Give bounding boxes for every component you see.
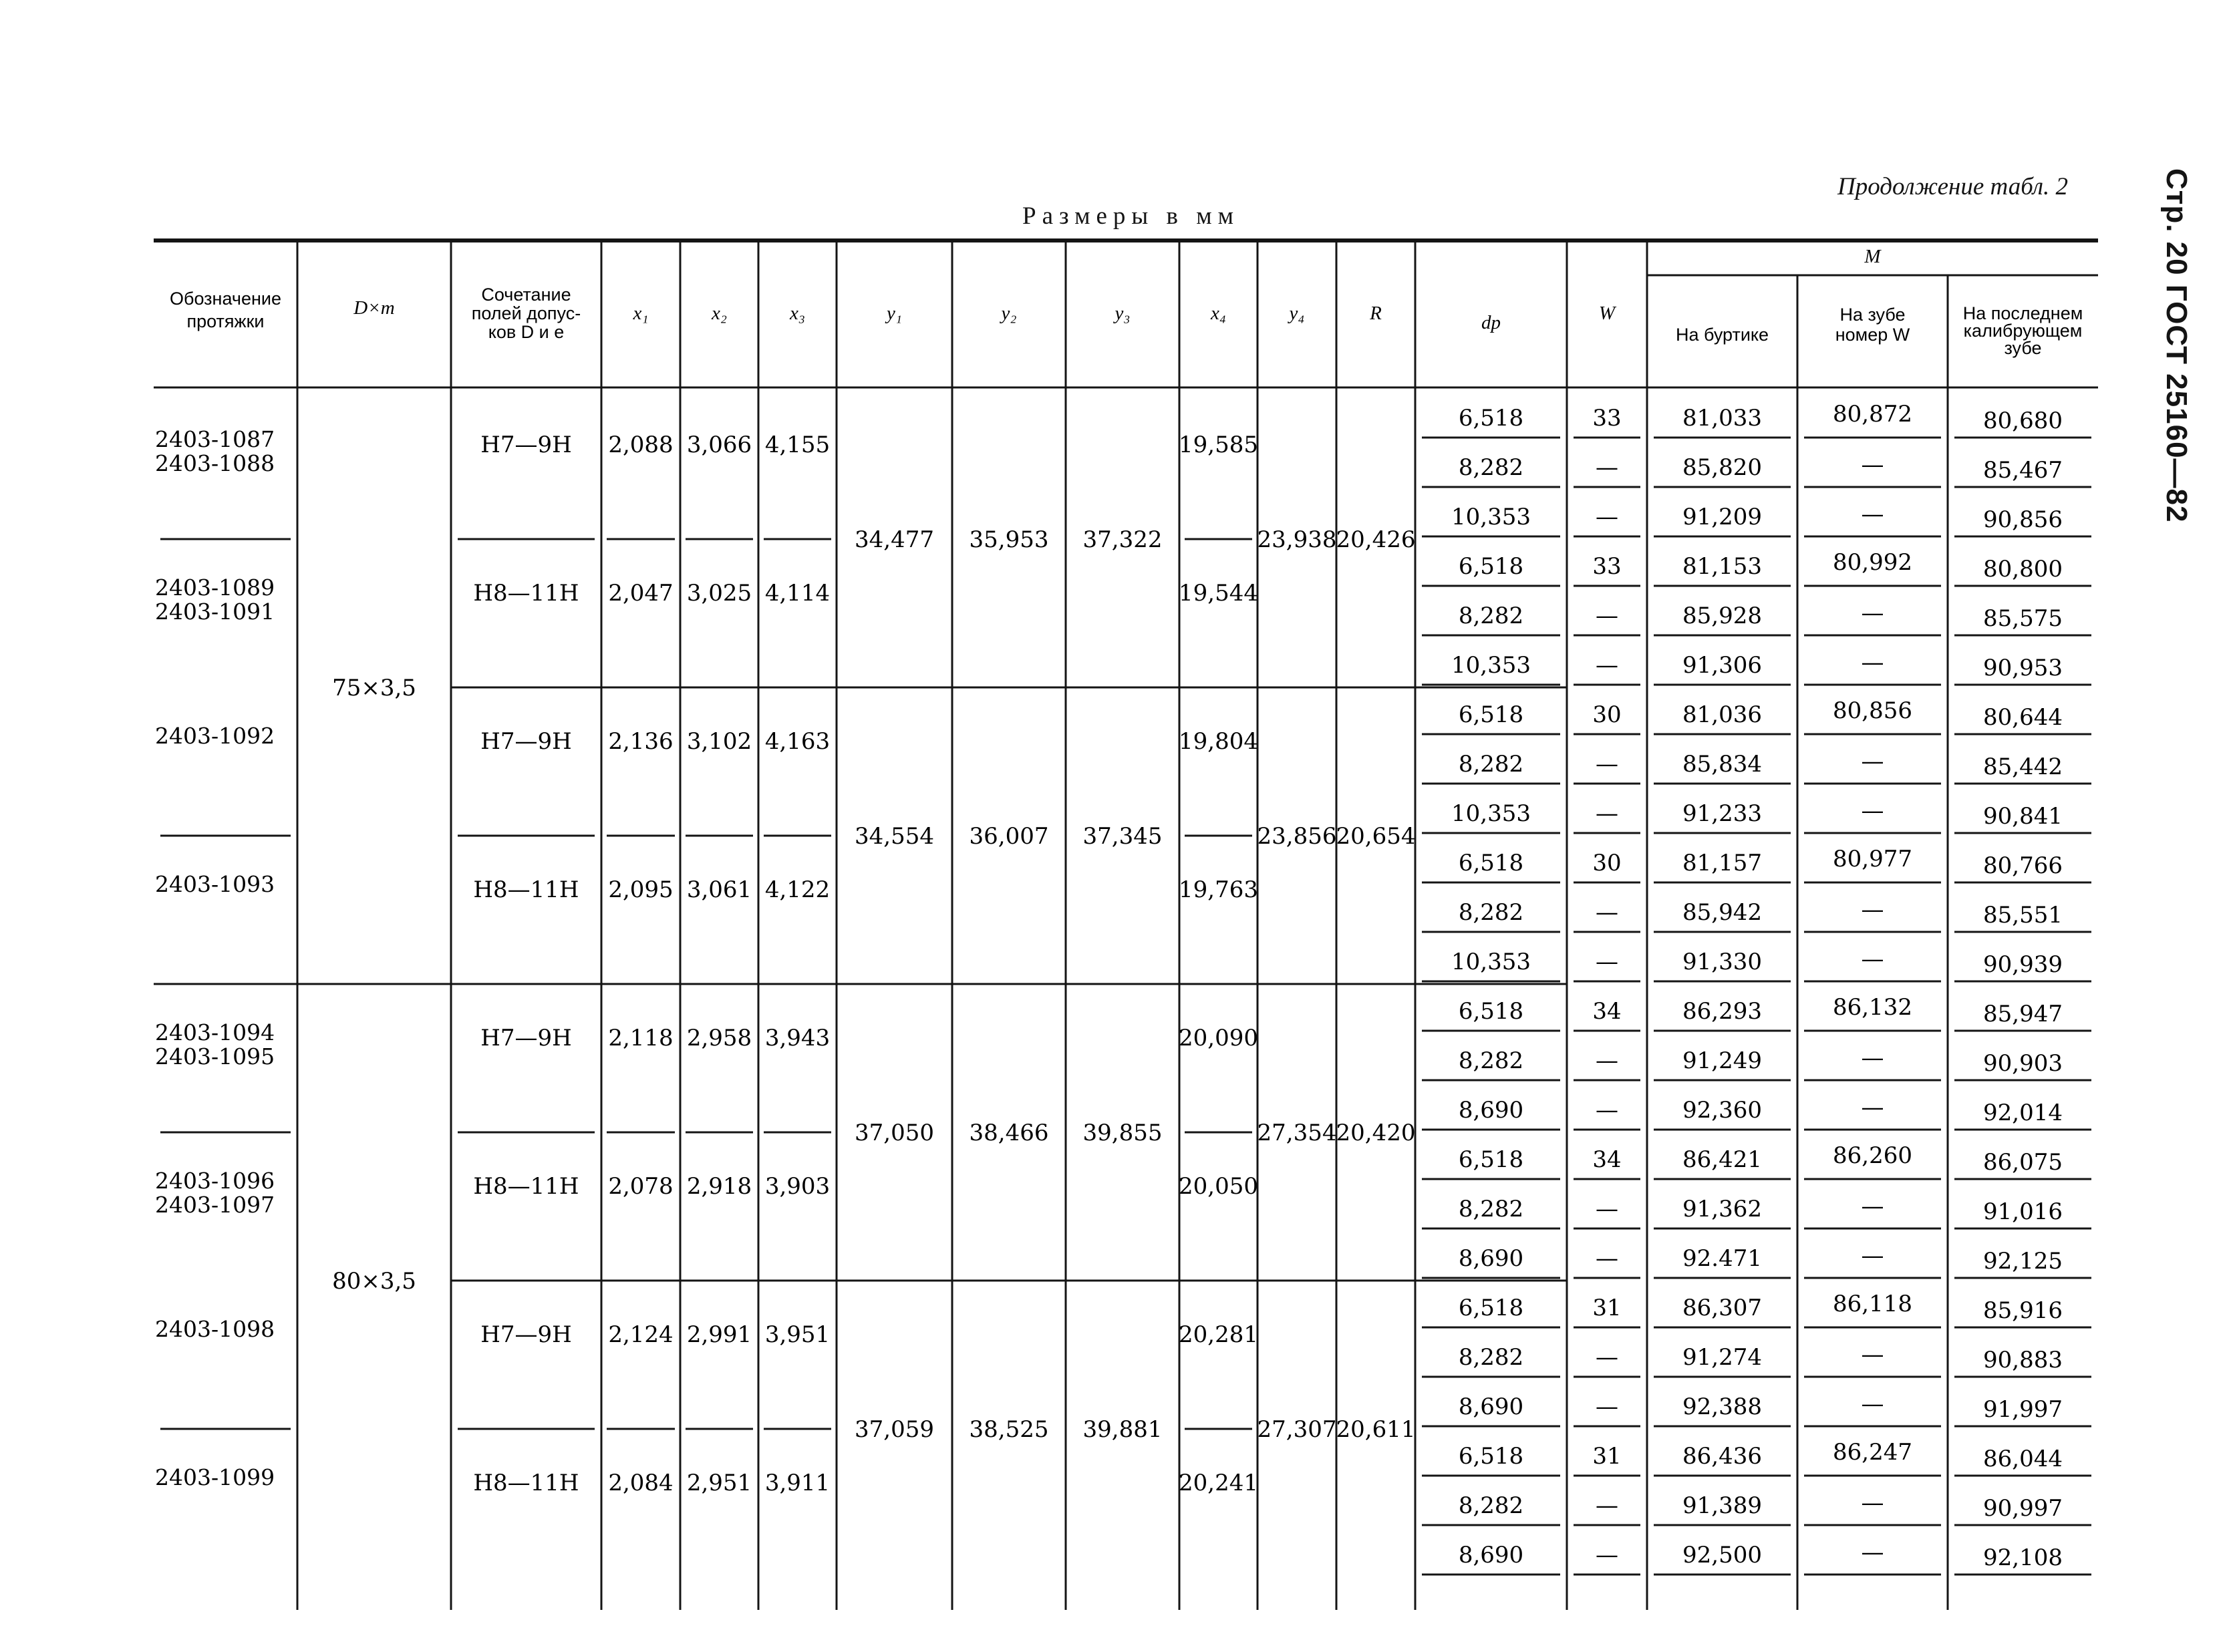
value-x4: 19,544: [1179, 580, 1258, 607]
designation-label: 2403-1099: [155, 1464, 275, 1490]
header-x3: x₃: [790, 303, 805, 324]
value-dp: 6,518: [1458, 850, 1524, 876]
value-m-tooth: —: [1861, 1243, 1884, 1269]
units-caption: Размеры в мм: [1022, 202, 1240, 230]
value-y4: 27,354: [1257, 1120, 1337, 1146]
value-x2: 2,951: [686, 1470, 752, 1496]
value-x1: 2,084: [608, 1470, 674, 1496]
value-x2: 3,066: [686, 432, 752, 458]
value-m-tooth: 80,992: [1833, 549, 1912, 576]
header-dp: dp: [1481, 312, 1501, 333]
value-w: —: [1596, 899, 1618, 926]
value-m-last: 90,903: [1983, 1050, 2063, 1077]
value-m-collar: 85,928: [1682, 603, 1762, 629]
value-m-tooth: —: [1861, 1490, 1884, 1516]
value-m-last: 91,997: [1983, 1396, 2063, 1423]
header-x4: x₄: [1211, 303, 1226, 324]
value-dp: 6,518: [1458, 553, 1524, 580]
value-x1: 2,136: [608, 728, 674, 755]
value-m-collar: 91,330: [1682, 949, 1762, 975]
value-m-collar: 91,233: [1682, 800, 1762, 827]
header-m: M: [1864, 246, 1881, 267]
value-m-collar: 92,388: [1682, 1393, 1762, 1420]
value-m-tooth: —: [1861, 501, 1884, 528]
value-w: —: [1596, 603, 1618, 629]
value-w: 31: [1592, 1443, 1622, 1470]
value-dp: 6,518: [1458, 1146, 1524, 1173]
value-y2: 35,953: [969, 526, 1049, 553]
value-m-collar: 92,360: [1682, 1097, 1762, 1124]
value-m-collar: 92,500: [1682, 1542, 1762, 1568]
value-y3: 37,322: [1082, 526, 1163, 553]
value-x2: 3,061: [686, 876, 752, 903]
value-y4: 23,856: [1257, 823, 1337, 850]
value-m-collar: 86,421: [1682, 1146, 1762, 1173]
value-m-tooth: —: [1861, 896, 1884, 923]
value-x4: 19,763: [1179, 876, 1258, 903]
header-designation: протяжки: [186, 311, 265, 331]
value-x2: 2,991: [686, 1321, 752, 1348]
value-x4: 20,281: [1179, 1321, 1258, 1348]
header-x1: x₁: [633, 303, 649, 324]
value-m-collar: 86,436: [1682, 1443, 1762, 1470]
value-x1: 2,118: [608, 1025, 674, 1051]
header-y4: y₄: [1289, 303, 1305, 324]
value-dp: 8,282: [1458, 1047, 1524, 1074]
value-y2: 38,525: [969, 1416, 1049, 1443]
value-fit: H7—9H: [480, 728, 572, 755]
designation-label: 2403-1096: [155, 1168, 275, 1194]
value-w: 34: [1592, 1146, 1622, 1173]
value-m-collar: 81,033: [1682, 405, 1762, 432]
value-dp: 8,690: [1458, 1542, 1524, 1568]
value-dp: 10,353: [1451, 652, 1531, 679]
value-w: —: [1596, 1542, 1618, 1568]
value-m-collar: 86,293: [1682, 998, 1762, 1025]
value-m-collar: 85,942: [1682, 899, 1762, 926]
value-y3: 39,881: [1082, 1416, 1163, 1443]
value-m-last: 90,883: [1983, 1347, 2063, 1373]
value-dp: 8,282: [1458, 751, 1524, 778]
value-x4: 20,241: [1179, 1470, 1258, 1496]
header-m-last: На последнем: [1962, 303, 2083, 323]
continuation-caption: Продолжение табл. 2: [1837, 173, 2069, 200]
value-y1: 37,050: [855, 1120, 934, 1146]
value-m-collar: 91,306: [1682, 652, 1762, 679]
value-m-last: 92,125: [1983, 1248, 2063, 1275]
page-side-label: Стр. 20 ГОСТ 25160—82: [2160, 168, 2193, 523]
value-m-tooth: —: [1861, 946, 1884, 973]
designation-label: 2403-1089: [155, 574, 275, 601]
value-m-tooth: —: [1861, 748, 1884, 775]
value-m-last: 80,644: [1983, 704, 2063, 731]
value-m-tooth: —: [1861, 1539, 1884, 1566]
value-y1: 34,477: [855, 526, 934, 553]
value-dp: 8,690: [1458, 1245, 1524, 1272]
value-m-tooth: 80,872: [1833, 401, 1912, 428]
value-x3: 4,122: [764, 876, 831, 903]
value-w: —: [1596, 454, 1618, 481]
header-R: R: [1370, 303, 1382, 324]
value-y3: 37,345: [1082, 823, 1163, 850]
value-m-last: 90,997: [1983, 1495, 2063, 1522]
value-dp: 8,282: [1458, 1196, 1524, 1222]
value-m-tooth: —: [1861, 649, 1884, 676]
header-m-tooth: номер W: [1835, 325, 1910, 345]
header-designation: Обозначение: [170, 289, 281, 309]
designation-label: 2403-1098: [155, 1316, 275, 1342]
designation-label: 2403-1097: [155, 1192, 275, 1218]
value-m-last: 92,108: [1983, 1544, 2063, 1571]
value-m-last: 80,766: [1983, 852, 2063, 879]
value-dp: 8,690: [1458, 1393, 1524, 1420]
value-y2: 38,466: [969, 1120, 1049, 1146]
value-w: —: [1596, 1393, 1618, 1420]
value-dp: 8,282: [1458, 454, 1524, 481]
value-m-tooth: —: [1861, 1094, 1884, 1121]
value-m-collar: 91,362: [1682, 1196, 1762, 1222]
header-y2: y₂: [1001, 303, 1017, 324]
value-w: 33: [1592, 553, 1622, 580]
value-x3: 4,163: [764, 728, 831, 755]
value-x4: 20,090: [1179, 1025, 1258, 1051]
value-fit: H7—9H: [480, 432, 572, 458]
value-dp: 8,282: [1458, 899, 1524, 926]
header-fit-fields: ков D и e: [488, 322, 565, 342]
value-x1: 2,047: [608, 580, 674, 607]
header-y3: y₃: [1115, 303, 1131, 324]
value-m-last: 90,841: [1983, 803, 2063, 830]
header-m-last: калибрующем: [1963, 321, 2083, 341]
value-m-tooth: 80,856: [1833, 697, 1912, 724]
value-dp: 8,282: [1458, 1344, 1524, 1371]
value-m-collar: 91,274: [1682, 1344, 1762, 1371]
group-dxm: 80×3,5: [332, 1268, 416, 1295]
value-x1: 2,124: [608, 1321, 674, 1348]
value-y3: 39,855: [1082, 1120, 1163, 1146]
value-m-last: 90,939: [1983, 951, 2063, 978]
value-fit: H8—11H: [473, 1470, 579, 1496]
value-m-last: 80,680: [1983, 407, 2063, 434]
value-w: 33: [1592, 405, 1622, 432]
value-m-tooth: —: [1861, 1045, 1884, 1071]
value-fit: H8—11H: [473, 580, 579, 607]
value-m-last: 85,575: [1983, 605, 2063, 632]
value-dp: 6,518: [1458, 405, 1524, 432]
header-m-tooth: На зубе: [1839, 305, 1906, 325]
value-m-collar: 81,036: [1682, 701, 1762, 728]
value-m-collar: 91,389: [1682, 1492, 1762, 1519]
value-w: —: [1596, 1344, 1618, 1371]
value-m-last: 86,075: [1983, 1149, 2063, 1176]
value-x3: 3,943: [764, 1025, 831, 1051]
value-x2: 3,025: [686, 580, 752, 607]
value-m-tooth: 86,132: [1833, 994, 1912, 1021]
designation-label: 2403-1095: [155, 1043, 275, 1069]
value-m-tooth: 80,977: [1833, 846, 1912, 872]
header-w: W: [1598, 303, 1616, 324]
value-w: —: [1596, 800, 1618, 827]
designation-label: 2403-1093: [155, 871, 275, 897]
value-m-last: 80,800: [1983, 556, 2063, 583]
value-m-tooth: —: [1861, 600, 1884, 627]
value-m-collar: 85,834: [1682, 751, 1762, 778]
header-m-last: зубе: [2004, 338, 2042, 358]
header-dxm: D×m: [353, 297, 395, 319]
value-m-last: 85,467: [1983, 457, 2063, 484]
value-x1: 2,095: [608, 876, 674, 903]
value-x4: 20,050: [1179, 1173, 1258, 1200]
value-m-last: 86,044: [1983, 1446, 2063, 1472]
value-x3: 4,114: [764, 580, 831, 607]
header-y1: y₁: [887, 303, 902, 324]
value-m-last: 90,856: [1983, 506, 2063, 533]
value-m-tooth: 86,260: [1833, 1142, 1912, 1169]
value-x3: 3,903: [764, 1173, 831, 1200]
value-w: 30: [1592, 850, 1622, 876]
value-dp: 10,353: [1451, 504, 1531, 530]
value-fit: H8—11H: [473, 876, 579, 903]
value-m-collar: 86,307: [1682, 1295, 1762, 1321]
designation-label: 2403-1092: [155, 723, 275, 749]
value-m-last: 90,953: [1983, 655, 2063, 681]
value-m-last: 85,916: [1983, 1297, 2063, 1324]
value-y1: 34,554: [855, 823, 934, 850]
value-x2: 2,918: [686, 1173, 752, 1200]
value-w: —: [1596, 1097, 1618, 1124]
value-fit: H7—9H: [480, 1025, 572, 1051]
value-m-tooth: —: [1861, 1193, 1884, 1220]
group-dxm: 75×3,5: [332, 675, 416, 701]
value-dp: 10,353: [1451, 949, 1531, 975]
value-fit: H7—9H: [480, 1321, 572, 1348]
value-m-collar: 85,820: [1682, 454, 1762, 481]
value-r: 20,426: [1336, 526, 1416, 553]
header-fit-fields: полей допус-: [471, 303, 581, 323]
value-x3: 3,911: [764, 1470, 831, 1496]
header-x2: x₂: [712, 303, 727, 324]
value-w: —: [1596, 1492, 1618, 1519]
value-x2: 3,102: [686, 728, 752, 755]
value-w: —: [1596, 1196, 1618, 1222]
value-m-last: 85,551: [1983, 902, 2063, 929]
value-dp: 8,282: [1458, 1492, 1524, 1519]
value-m-collar: 91,209: [1682, 504, 1762, 530]
value-dp: 6,518: [1458, 998, 1524, 1025]
value-m-collar: 81,157: [1682, 850, 1762, 876]
header-m-collar: На буртике: [1675, 325, 1769, 345]
value-dp: 6,518: [1458, 1295, 1524, 1321]
value-w: —: [1596, 652, 1618, 679]
value-r: 20,420: [1336, 1120, 1416, 1146]
value-r: 20,654: [1336, 823, 1416, 850]
value-m-tooth: 86,118: [1833, 1291, 1912, 1317]
value-m-tooth: —: [1861, 452, 1884, 478]
designation-label: 2403-1094: [155, 1019, 275, 1045]
header-fit-fields: Сочетание: [481, 285, 571, 305]
value-x2: 2,958: [686, 1025, 752, 1051]
value-y4: 27,307: [1257, 1416, 1337, 1443]
value-m-last: 92,014: [1983, 1100, 2063, 1126]
value-dp: 6,518: [1458, 1443, 1524, 1470]
value-y2: 36,007: [969, 823, 1049, 850]
value-x1: 2,078: [608, 1173, 674, 1200]
value-m-last: 85,947: [1983, 1001, 2063, 1027]
value-m-collar: 92.471: [1682, 1245, 1762, 1272]
value-m-last: 85,442: [1983, 754, 2063, 780]
value-m-last: 91,016: [1983, 1198, 2063, 1225]
value-m-tooth: 86,247: [1833, 1439, 1912, 1466]
value-m-tooth: —: [1861, 798, 1884, 824]
value-dp: 8,282: [1458, 603, 1524, 629]
value-r: 20,611: [1336, 1416, 1416, 1443]
value-w: —: [1596, 504, 1618, 530]
value-x3: 4,155: [764, 432, 831, 458]
value-dp: 8,690: [1458, 1097, 1524, 1124]
designation-label: 2403-1087: [155, 426, 275, 452]
designation-label: 2403-1088: [155, 450, 275, 476]
value-w: —: [1596, 949, 1618, 975]
value-w: —: [1596, 1047, 1618, 1074]
value-w: 34: [1592, 998, 1622, 1025]
value-x3: 3,951: [764, 1321, 831, 1348]
value-y4: 23,938: [1257, 526, 1337, 553]
value-x4: 19,804: [1179, 728, 1258, 755]
value-dp: 6,518: [1458, 701, 1524, 728]
value-m-collar: 91,249: [1682, 1047, 1762, 1074]
value-m-tooth: —: [1861, 1391, 1884, 1418]
value-m-tooth: —: [1861, 1341, 1884, 1368]
value-w: 30: [1592, 701, 1622, 728]
value-w: 31: [1592, 1295, 1622, 1321]
designation-label: 2403-1091: [155, 599, 275, 625]
value-x4: 19,585: [1179, 432, 1258, 458]
value-w: —: [1596, 1245, 1618, 1272]
value-fit: H8—11H: [473, 1173, 579, 1200]
value-w: —: [1596, 751, 1618, 778]
value-dp: 10,353: [1451, 800, 1531, 827]
value-m-collar: 81,153: [1682, 553, 1762, 580]
value-x1: 2,088: [608, 432, 674, 458]
value-y1: 37,059: [855, 1416, 934, 1443]
